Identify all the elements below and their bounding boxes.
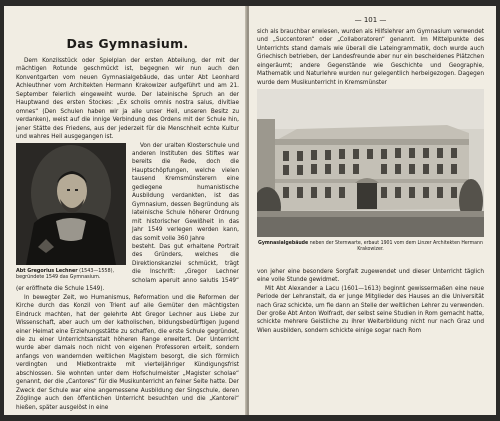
left-paragraph-2: Von der uralten Klosterschule und anderen Instituten des Stiftes war bereits die Rede, doch die Hauptschöpfungen, welche vielen tausend Kremsmünsterern eine gediegene humanistische Ausbildung verdankten, ist das Gymnasium, dessen Begründung als lateinische Schule höherer Ordnung mit historischer Gewißheit in das Jahr 1549 verlegen werden kann, das somit volle 360 Jahre: [132, 140, 239, 242]
right-paragraph-1: sich als brauchbar erwiesen, wurden als Hilfslehrer am Gymnasium verwendet und „Succentoren“ oder „Collaboratoren“ genannt. Im Mittelpunkte des Unterrichts stand damals wie überall die Lateingrammatik, doch wurde auch Griechisch betrieben, der Landesfreunde aber nur ein bescheidenes Plätzchen eingeräumt; andere Gegenstände wie Geschichte und Geographie, Mathematik und Naturlehre wurden nur gelegentlich herbeigezogen. Dagegen wurde dem Musikunterricht in Kremsmünster: [257, 27, 484, 86]
caption-name: Abt Gregorius Lechner: [16, 267, 78, 274]
chapter-title: Das Gymnasium.: [66, 36, 189, 51]
caption-text: neben der Sternwarte, erbaut 1901 vom dem Linzer Architekten Hermann Krakowizer.: [309, 240, 483, 253]
caption-bold: Gymnasialgebäude: [258, 240, 309, 247]
caption-text: begründete 1549 das Gymnasium.: [16, 273, 101, 280]
portrait-image: [16, 143, 126, 265]
portrait-figure: [16, 143, 126, 281]
left-paragraph-1: Dem Konzilsstück oder Spielplan der ersten Abteilung, der mit der mächtigen Rotunde geschmückt ist, begegnen wir nun auch den Konventgarten vom neuen Gymnasialgebäude, das unter Abt Leonhard Achleuthner vom Architekten Hermann Krakowizer aufgeführt und am 21. September feierlich eingeweiht wurde. Der lateinische Spruch an der Hauptwand des ersten Stockes: „Ex scholis omnis nostra salus, divitiae omnes“ (Den Schulen haben wir ja alle unser Heil, unseren Besitz zu verdanken), weist auf die innige Verbindung des Ordens mit der Schule hin, jener Stätte des Friedens, aus der jederzeit für die Menschheit echte Kultur und wahres Heil ausgegangen ist.: [16, 56, 239, 141]
caption-years: (1543—1558),: [79, 267, 115, 274]
abbot-portrait-drawing: [16, 143, 126, 265]
building-caption: [257, 240, 484, 253]
page-number: — 101 —: [354, 16, 387, 24]
right-paragraph-3: Mit Abt Alexander a Lacu (1601—1613) beginnt gewissermaßen eine neue Periode der Lehranstalt, da er junge Mitglieder des Hauses an die Universität nach Graz schickte, um fie dann an Stelle der weltlichen Lehrer zu verwenden. Der große Abt Anton Wolfradt, der selbst seine Studien in Rom gemacht hatte, schickte mehrere Geistliche zu ihrer Weiterbildung nicht nur nach Graz und Wien ausbilden, sondern schickte einige sogar nach Rom: [257, 283, 484, 334]
gymnasium-building-drawing: [257, 89, 484, 237]
left-paragraph-4: In bewegter Zeit, wo Humanismus, Reformation und die Reformen der Kirche durch das Konzil von Trient auf alle Gemüter den mächtigsten Eindruck machten, hat der gelehrte Abt Gregor Lechner aus Liebe zur Wissenschaft, aber auch um der katholischen, bildungsbedürftigen Jugend einer Heimat eine Erziehungsstätte zu schaffen, die erste Schule gegründet, die zu einer Unterrichtsanstalt höheren Range erweitert. Der Unterricht wurde aber damals noch nicht von eigenen Professoren erteilt, sondern anfangs von wandernden weltlichen Magistern besorgt, die sich förmlich verdingten und Mietkontrakte mit vierteljähriger Kündigungsfrist abschlossen. Sie wohnten unter dem Hofschulmeister „Magister scholae“ genannt, der die „Cantores“ für die Musikunterricht an feiner Seite hatte. Der Zweck der Schule war eine angemessene Ausbildung der Singschule, deren Zöglinge auch den öffentlichen Unterricht besuchten und die „Kantorei“ hießen, später ausgelöst in eine: [16, 292, 239, 411]
right-page: [249, 6, 496, 415]
right-paragraph-2: von jeher eine besondere Sorgfalt zugewendet und dieser Unterricht täglich eine volle Stunde gewidmet.: [257, 266, 484, 284]
portrait-caption: [16, 268, 126, 281]
left-page: [4, 6, 247, 415]
left-paragraph-3: besteht. Das gut erhaltene Portrait des Gründers, welches die Direktionskanzlei schmückt, trägt die Inschrift: „Gregor Lechner scholam aperuit anno salutis 1549“ (er eröffnete die Schule 1549).: [16, 241, 239, 293]
building-photo: [257, 89, 484, 237]
